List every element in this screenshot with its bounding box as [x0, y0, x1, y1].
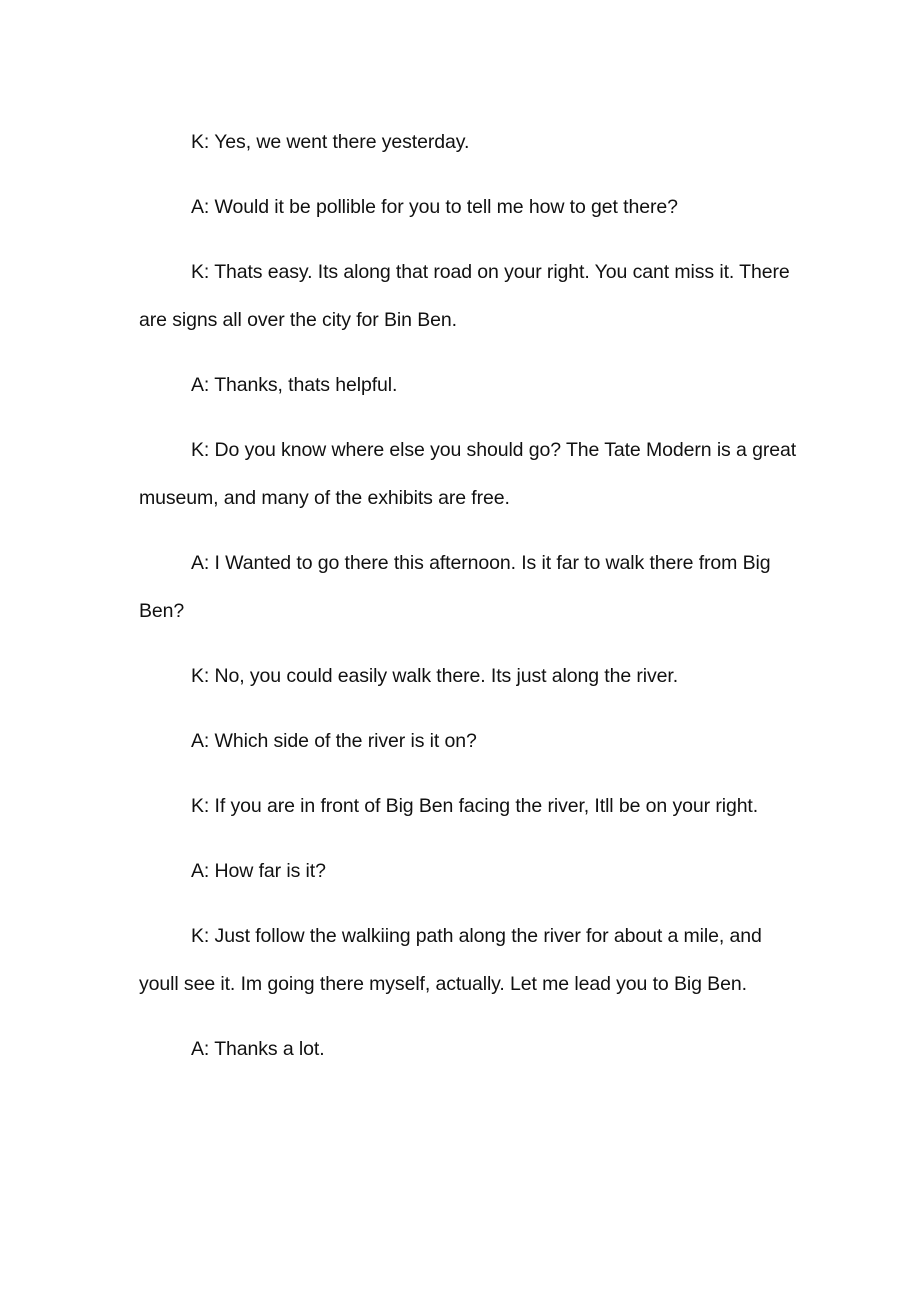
dialogue-line: A: Which side of the river is it on? [191, 730, 477, 752]
dialogue-line: K: Yes, we went there yesterday. [191, 131, 470, 153]
dialogue-line: K: No, you could easily walk there. Its just along the river. [191, 665, 679, 687]
dialogue-line: A: Thanks a lot. [191, 1038, 325, 1060]
dialogue-line: K: Thats easy. Its along that road on your right. You cant miss it. There are signs all over the city for Bin Ben. [139, 261, 790, 331]
dialogue-line: K: Just follow the walkiing path along the river for about a mile, and youll see it. Im going there myself, actually. Let me lead you to Big Ben. [139, 925, 762, 995]
dialogue-body [139, 118, 799, 1090]
dialogue-line: K: If you are in front of Big Ben facing the river, Itll be on your right. [191, 795, 759, 817]
dialogue-line: A: Thanks, thats helpful. [191, 374, 398, 396]
dialogue-line: A: Would it be pollible for you to tell me how to get there? [191, 196, 678, 218]
dialogue-line: A: I Wanted to go there this afternoon. Is it far to walk there from Big Ben? [139, 552, 771, 622]
dialogue-line: A: How far is it? [191, 860, 326, 882]
dialogue-line: K: Do you know where else you should go? The Tate Modern is a great museum, and many of the exhibits are free. [139, 439, 797, 509]
